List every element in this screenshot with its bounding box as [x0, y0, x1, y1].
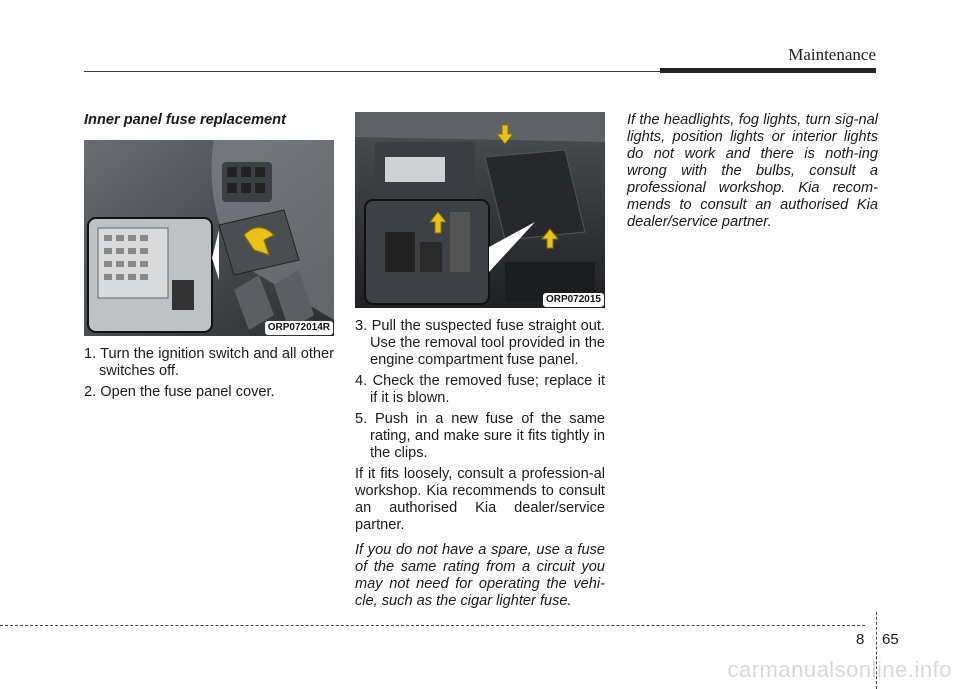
watermark: carmanualsonline.info — [727, 657, 952, 682]
spare-fuse-note: If you do not have a spare, use a fuse of the same rating from a circuit you may not need for operating the vehi-cle, such as the cigar lighter fuse. — [355, 542, 605, 609]
figure-code: ORP072014R — [265, 321, 333, 335]
step-3: 3. Pull the suspected fuse straight out. Use the removal tool provided in the engine compartment fuse panel. — [355, 318, 605, 368]
header-rule-thin — [84, 71, 660, 72]
step-1: 1. Turn the ignition switch and all other switches off. — [84, 346, 334, 379]
page-number: 65 — [882, 631, 899, 648]
column-2 — [355, 112, 605, 610]
page-header-title: Maintenance — [788, 45, 876, 64]
figure-code: ORP072015 — [543, 293, 604, 307]
chapter-number: 8 — [856, 631, 865, 648]
figure-engine-fuse-box — [355, 112, 605, 308]
steps-list — [84, 346, 334, 401]
engine-fuse-box-illustration — [355, 112, 605, 308]
section-heading: Inner panel fuse replacement — [84, 112, 286, 128]
inner-panel-illustration — [84, 140, 334, 336]
header-rule-thick — [660, 68, 876, 73]
column-1 — [84, 112, 334, 405]
footer-rule — [0, 625, 865, 626]
step-4: 4. Check the removed fuse; replace it if it is blown. — [355, 373, 605, 406]
step-2: 2. Open the fuse panel cover. — [84, 384, 275, 400]
step-5: 5. Push in a new fuse of the same rating, and make sure it fits tightly in the clips. — [355, 411, 605, 461]
loose-fit-paragraph: If it fits loosely, consult a profession-al workshop. Kia recommends to consult an authorised Kia dealer/service partner. — [355, 466, 605, 533]
steps-list — [355, 318, 605, 462]
lights-note: If the headlights, fog lights, turn sig-nal lights, position lights or interior lights do not work and there is noth-ing wrong with the bulbs, consult a professional workshop. Kia recom-mends to consult an authorised Kia dealer/service partner. — [627, 112, 878, 230]
column-3 — [627, 112, 878, 231]
figure-inner-panel — [84, 140, 334, 336]
